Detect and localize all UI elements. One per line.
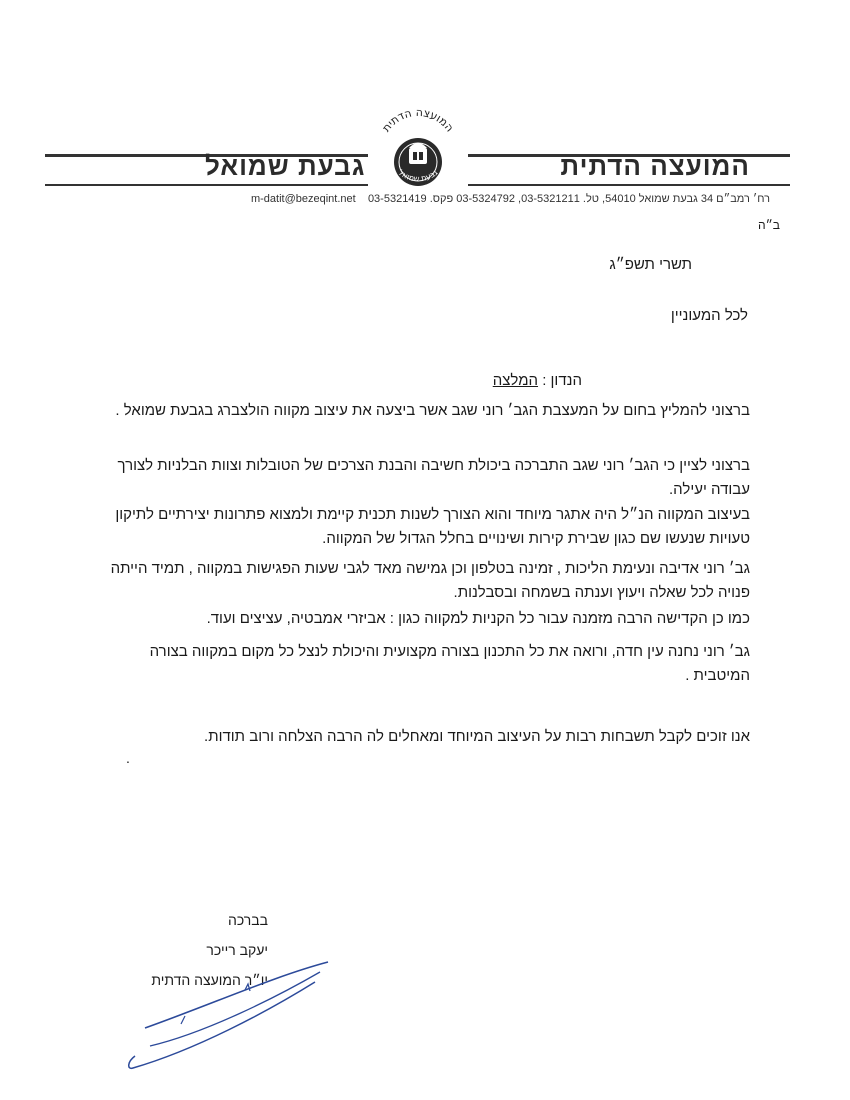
emblem-bottom-text: גבעת שמואל xyxy=(396,168,440,184)
paragraph: אנו זוכים לקבל תשבחות רבות על העיצוב המיוחד ומאחלים לה הרבה הצלחה ורוב תודות. xyxy=(204,728,750,745)
emblem-arc-text: המועצה הדתית xyxy=(379,105,457,135)
header-mark: ב״ה xyxy=(757,218,780,232)
letterhead-contact-details: רח׳ רמב״ם 34 גבעת שמואל 54010, טל. 03-5321211, 03-5324792 פקס. 03-5321419 xyxy=(367,193,770,205)
closing-greeting: בברכה xyxy=(227,912,268,928)
paragraph: גב׳ רוני נחנה עין חדה, ורואה את כל התכנון בצורה מקצועית והיכולת לנצל כל מקום במקווה בצורה המיטבית . xyxy=(149,643,750,684)
signer-name: יעקב רייכר xyxy=(206,942,268,958)
subject-value: המלצה xyxy=(492,372,539,389)
handwritten-signature-icon xyxy=(125,958,340,1073)
signer-title: יו״ר המועצה הדתית xyxy=(151,972,268,988)
letter-addressee: לכל המעוניין xyxy=(670,307,748,324)
paragraph: בעיצוב המקווה הנ״ל היה אתגר מיוחד והוא הצורך לשנות תכנית קיימת ולמצוא פתרונות יצירתיים לתיקון טעויות שנעשו שם כגון שבירת קירות ושינויים בחלל הגדול של המקווה. xyxy=(115,506,750,547)
letterhead-town-name: גבעת שמואל xyxy=(205,151,366,181)
letterhead-email[interactable]: m-datit@bezeqint.net xyxy=(250,193,356,205)
paragraph: גב׳ רוני אדיבה ונעימת הליכות , זמינה בטלפון וכן גמישה מאד לגבי שעות הפגישות במקווה , תמיד הייתה פנויה לכל שאלה ויעוץ וענתה בשמחה ובסבלנות. xyxy=(110,560,750,601)
letterhead-org-name: המועצה הדתית xyxy=(560,151,750,181)
letter-date: תשרי תשפ״ג xyxy=(609,256,692,273)
paragraph: ברצוני לציין כי הגב׳ רוני שגב התברכה ביכולת חשיבה והבנת הצרכים של הטובלות וצוות הבלניות לצורך עבודה יעילה. xyxy=(117,457,750,498)
paragraph: ברצוני להמליץ בחום על המעצבת הגב׳ רוני שגב אשר ביצעה את עיצוב מקווה הולצברג בגבעת שמואל . xyxy=(115,402,750,419)
letter-subject xyxy=(493,372,582,389)
letterhead-contact xyxy=(130,193,770,205)
subject-label: הנדון : xyxy=(542,372,582,389)
trailing-mark: . xyxy=(126,750,130,766)
council-emblem-icon xyxy=(368,100,468,200)
paragraph: כמו כן הקדישה הרבה מזמנה עבור כל הקניות למקווה כגון : אביזרי אמבטיה, עציצים ועוד. xyxy=(206,610,750,627)
